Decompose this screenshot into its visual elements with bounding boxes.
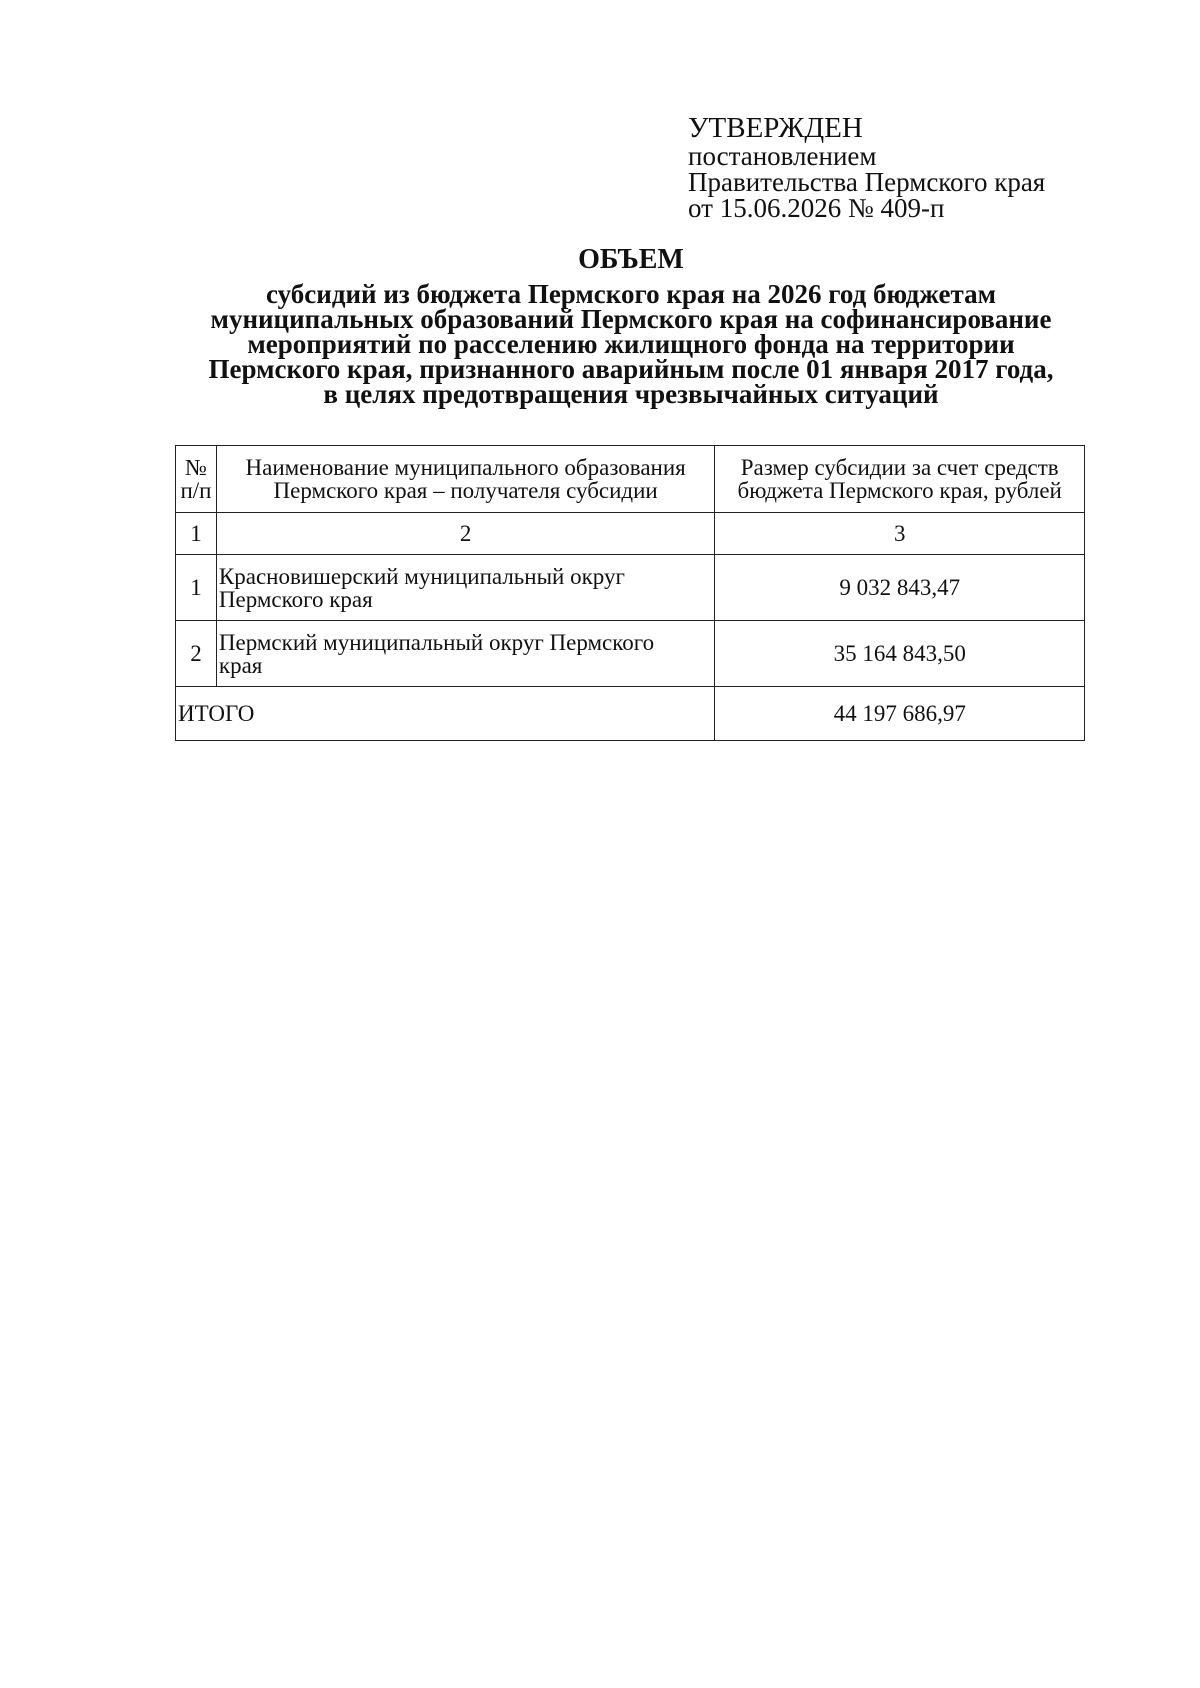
row-amount: 9 032 843,47 <box>715 555 1085 621</box>
header-name <box>216 446 714 513</box>
approval-line-1: постановлением <box>688 141 877 171</box>
approval-heading: УТВЕРЖДЕН <box>688 112 863 144</box>
header-amount-line: Размер субсидии за счет средств <box>740 455 1059 480</box>
table-index-row <box>176 513 1085 555</box>
subtitle-line: Пермского края, признанного аварийным после 01 января 2017 года, <box>208 354 1054 384</box>
approval-line-2: Правительства Пермского края <box>688 167 1046 197</box>
header-num-line: № <box>184 455 207 480</box>
table-header-row <box>176 446 1085 513</box>
document-title: ОБЪЕМ <box>578 244 684 275</box>
header-num-line: п/п <box>180 478 212 503</box>
index-cell: 3 <box>715 513 1085 555</box>
row-name-line: Пермский муниципальный округ Пермского <box>218 629 655 655</box>
table-row <box>176 621 1085 687</box>
row-name-line: Красновишерский муниципальный округ <box>218 563 625 589</box>
header-amount-line: бюджета Пермского края, рублей <box>737 478 1062 503</box>
row-name <box>216 555 714 621</box>
index-cell: 1 <box>176 513 217 555</box>
subsidy-table <box>175 445 1085 741</box>
table-total-row <box>176 687 1085 741</box>
subtitle-line: муниципальных образований Пермского края на софинансирование <box>210 304 1052 334</box>
row-amount: 35 164 843,50 <box>715 621 1085 687</box>
row-name <box>216 621 714 687</box>
row-num: 2 <box>176 621 217 687</box>
header-name-line: Наименование муниципального образования <box>245 455 686 480</box>
header-amount <box>715 446 1085 513</box>
subtitle-line: субсидий из бюджета Пермского края на 2026 год бюджетам <box>266 279 996 309</box>
subtitle-line: в целях предотвращения чрезвычайных ситуаций <box>323 379 939 409</box>
total-label: ИТОГО <box>176 687 715 741</box>
index-cell: 2 <box>216 513 714 555</box>
table-row <box>176 555 1085 621</box>
row-name-line: края <box>218 652 263 678</box>
row-name-line: Пермского края <box>218 586 373 612</box>
header-name-line: Пермского края – получателя субсидии <box>273 478 658 503</box>
total-amount: 44 197 686,97 <box>715 687 1085 741</box>
approval-stamp <box>688 113 1108 221</box>
approval-line-3: от 15.06.2026 № 409-п <box>688 193 945 223</box>
header-num <box>176 446 217 513</box>
subtitle-line: мероприятий по расселению жилищного фонда на территории <box>247 329 1015 359</box>
row-num: 1 <box>176 555 217 621</box>
document-subtitle <box>170 279 1092 409</box>
